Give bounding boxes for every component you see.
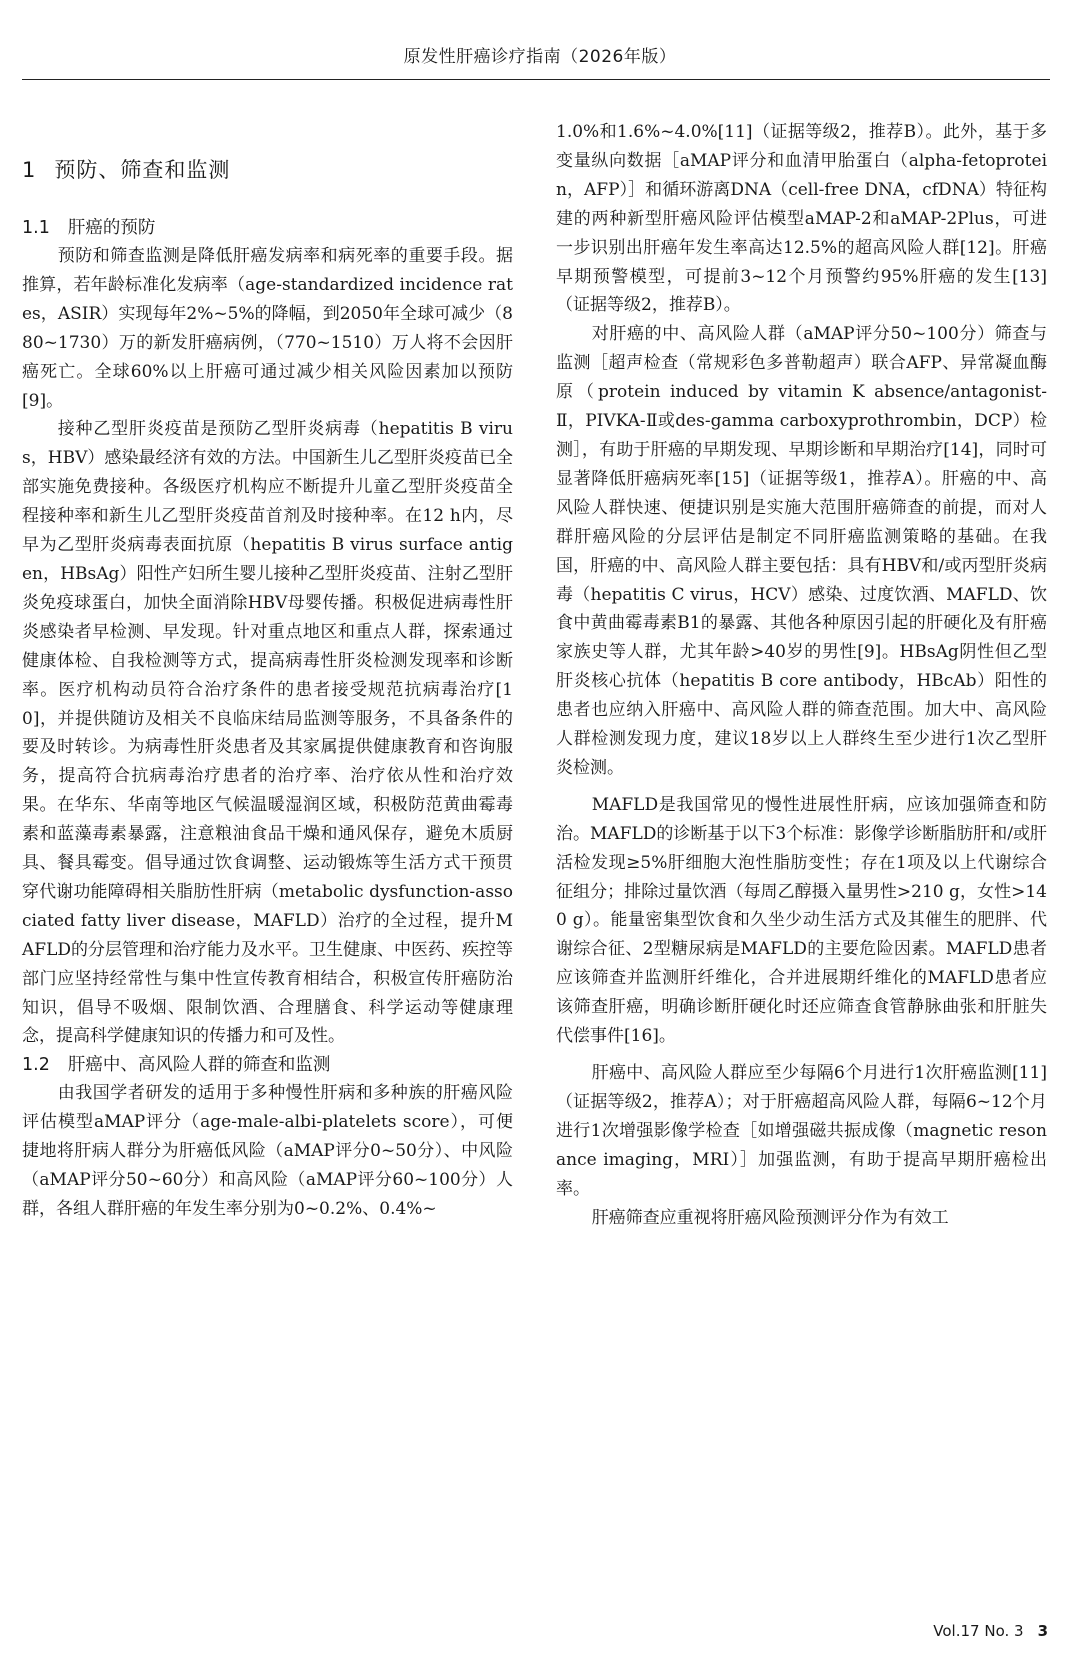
page-number: 3 [1037,1622,1048,1640]
subsection-heading-1-2 [22,1051,513,1079]
paragraph: 由我国学者研发的适用于多种慢性肝病和多种族的肝癌风险评估模型aMAP评分（age-male-albi-platelets score），可便捷地将肝病人群分为肝癌低风险（aMAP评分0~50分）、中风险（aMAP评分50~60分）和高风险（aMAP评分60~100分）人群，各组人群肝癌的年发生率分别为0~0.2%、0.4%~ [22,1083,513,1219]
paragraph: 接种乙型肝炎疫苗是预防乙型肝炎病毒（hepatitis B virus，HBV）感染最经济有效的方法。中国新生儿乙型肝炎疫苗已全部实施免费接种。各级医疗机构应不断提升儿童乙型肝炎疫苗全程接种率和新生儿乙型肝炎疫苗首剂及时接种率。在12 h内，尽早为乙型肝炎病毒表面抗原（hepatitis B virus surface antigen，HBsAg）阳性产妇所生婴儿接种乙型肝炎疫苗、注射乙型肝炎免疫球蛋白，加快全面消除HBV母婴传播。积极促进病毒性肝炎感染者早检测、早发现。针对重点地区和重点人群，探索通过健康体检、自我检测等方式，提高病毒性肝炎检测发现率和诊断率。医疗机构动员符合治疗条件的患者接受规范抗病毒治疗[10]，并提供随访及相关不良临床结局监测等服务，不具备条件的要及时转诊。为病毒性肝炎患者及其家属提供健康教育和咨询服务，提高符合抗病毒治疗患者的治疗率、治疗依从性和治疗效果。在华东、华南等地区气候温暖湿润区域，积极防范黄曲霉毒素和蓝藻毒素暴露，注意粮油食品干燥和通风保存，避免木质厨具、餐具霉变。倡导通过饮食调整、运动锻炼等生活方式干预贯穿代谢功能障碍相关脂肪性肝病（metabolic dysfunction-associated fatty liver disease，MAFLD）治疗的全过程，提升MAFLD的分层管理和治疗能力及水平。卫生健康、中医药、疾控等部门应坚持经常性与集中性宣传教育相结合，积极宣传肝癌防治知识，倡导不吸烟、限制饮酒、合理膳食、科学运动等健康理念，提高科学健康知识的传播力和可及性。 [22,419,513,1047]
paragraph: 1.0%和1.6%~4.0%[11]（证据等级2，推荐B）。此外，基于多变量纵向数据［aMAP评分和血清甲胎蛋白（alpha-fetoprotein，AFP）］和循环游离DNA（cell-free DNA，cfDNA）特征构建的两种新型肝癌风险评估模型aMAP-2和aMAP-2Plus，可进一步识别出肝癌年发生率高达12.5%的超高风险人群[12]。肝癌早期预警模型，可提前3~12个月预警约95%肝癌的发生[13]（证据等级2，推荐B）。 [556,122,1047,316]
subsection-number: 1.2 [22,1055,50,1076]
right-column [556,118,1047,1232]
subsection-number: 1.1 [22,218,50,238]
subsection-title: 肝癌中、高风险人群的筛查和监测 [67,1055,331,1076]
section-number: 1 [22,158,37,182]
paragraph-gap [556,783,1047,791]
paragraph: 预防和筛查监测是降低肝癌发病率和病死率的重要手段。据推算，若年龄标准化发病率（age-standardized incidence rates，ASIR）实现每年2%~5%的降幅，到2050年全球可减少（880~1730）万的新发肝癌病例，（770~1510）万人将不会因肝癌死亡。全球60%以上肝癌可通过减少相关风险因素加以预防[9]。 [22,246,513,411]
page-footer [933,1622,1048,1640]
header-rule [22,79,1050,80]
paragraph: 肝癌筛查应重视将肝癌风险预测评分作为有效工 [591,1207,949,1228]
volume-issue: Vol.17 No. 3 [933,1622,1024,1640]
paragraph: 对肝癌的中、高风险人群（aMAP评分50~100分）筛查与监测［超声检查（常规彩色多普勒超声）联合AFP、异常凝血酶原（protein induced by vitamin K absence/antagonist-Ⅱ，PIVKA-Ⅱ或des-gamma carboxyprothrombin，DCP）检测］，有助于肝癌的早期发现、早期诊断和早期治疗[14]，同时可显著降低肝癌病死率[15]（证据等级1，推荐A）。肝癌的中、高风险人群快速、便捷识别是实施大范围肝癌筛查的前提，而对人群肝癌风险的分层评估是制定不同肝癌监测策略的基础。在我国，肝癌的中、高风险人群主要包括：具有HBV和/或丙型肝炎病毒（hepatitis C virus，HCV）感染、过度饮酒、MAFLD、饮食中黄曲霉毒素B1的暴露、其他各种原因引起的肝硬化及有肝癌家族史等人群，尤其年龄>40岁的男性[9]。HBsAg阴性但乙型肝炎核心抗体（hepatitis B core antibody，HBcAb）阳性的患者也应纳入肝癌中、高风险人群的筛查范围。加大中、高风险人群检测发现力度，建议18岁以上人群终生至少进行1次乙型肝炎检测。 [556,324,1047,778]
left-column [22,118,513,1224]
paragraph: MAFLD是我国常见的慢性进展性肝病，应该加强筛查和防治。MAFLD的诊断基于以下3个标准：影像学诊断脂肪肝和/或肝活检发现≥5%肝细胞大泡性脂肪变性；存在1项及以上代谢综合征组分；排除过量饮酒（每周乙醇摄入量男性>210 g，女性>140 g）。能量密集型饮食和久坐少动生活方式及其催生的肥胖、代谢综合征、2型糖尿病是MAFLD的主要危险因素。MAFLD患者应该筛查并监测肝纤维化，合并进展期纤维化的MAFLD患者应该筛查肝癌，明确诊断肝硬化时还应筛查食管静脉曲张和肝脏失代偿事件[16]。 [556,794,1047,1047]
section-title: 预防、筛查和监测 [54,158,231,182]
subsection-heading-1-1 [22,214,513,242]
running-header: 原发性肝癌诊疗指南（2026年版） [403,47,677,67]
paragraph-gap [556,1051,1047,1059]
section-heading [22,154,513,184]
subsection-title: 肝癌的预防 [67,218,156,238]
paragraph: 肝癌中、高风险人群应至少每隔6个月进行1次肝癌监测[11]（证据等级2，推荐A）；对于肝癌超高风险人群，每隔6~12个月进行1次增强影像学检查［如增强磁共振成像（magnetic resonance imaging，MRI）］加强监测，有助于提高早期肝癌检出率。 [556,1063,1047,1199]
